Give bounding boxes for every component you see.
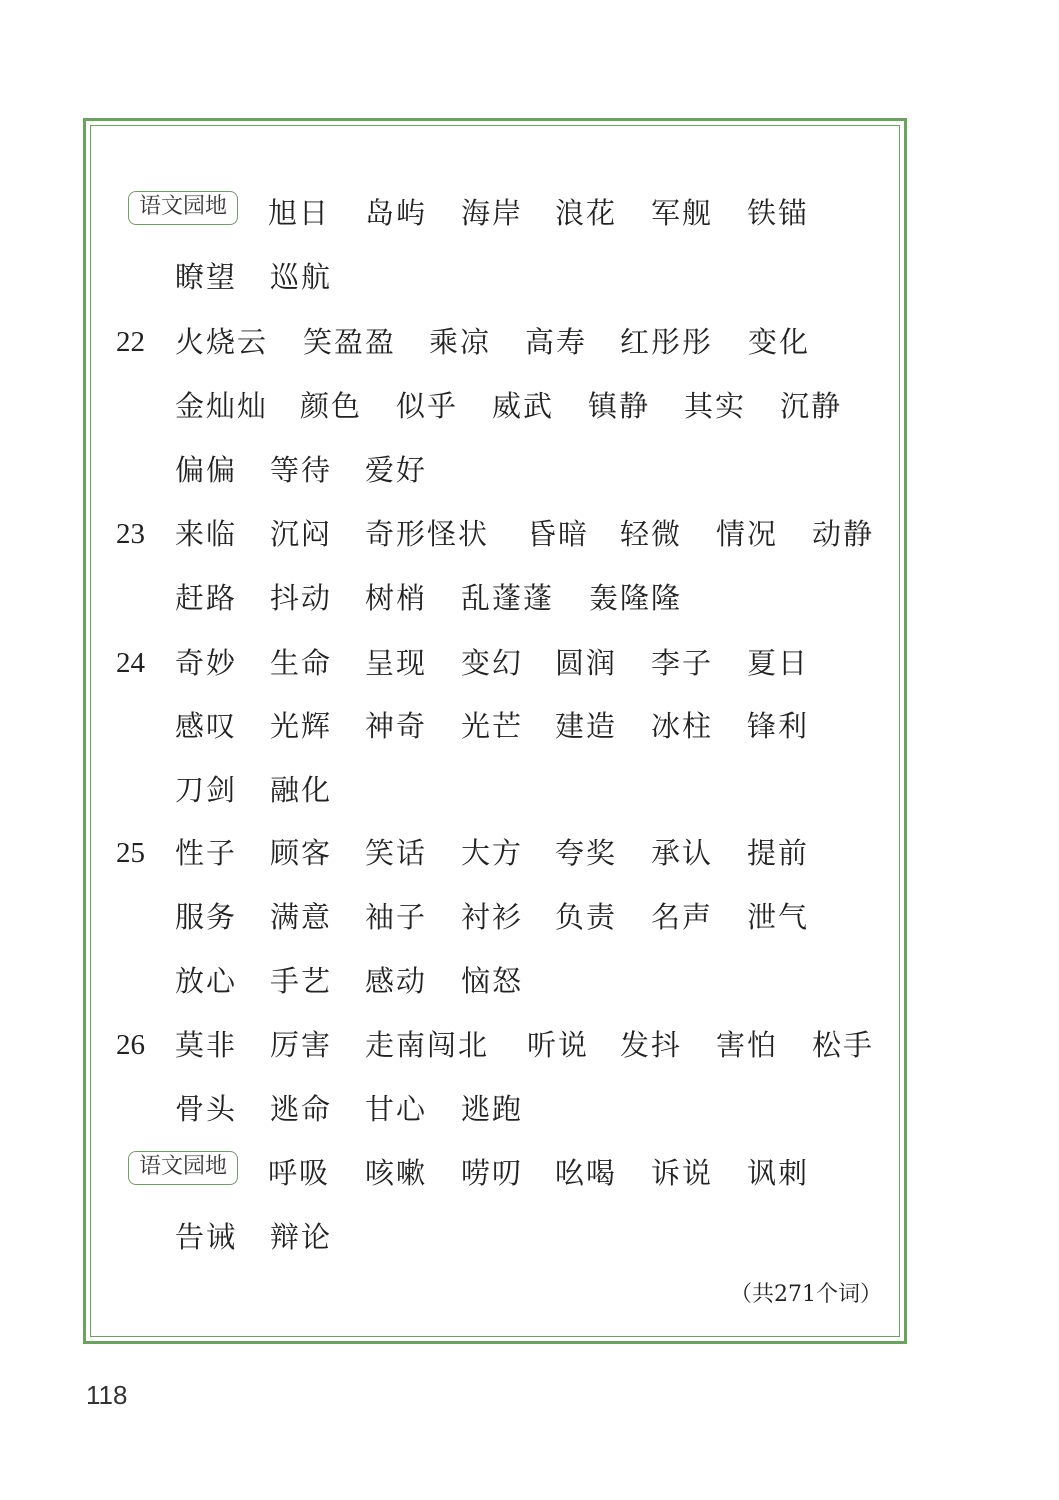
vocab-word: 树梢 xyxy=(365,581,428,615)
vocab-word: 性子 xyxy=(175,836,238,870)
vocab-word: 呼吸 xyxy=(268,1156,331,1190)
vocab-word: 光辉 xyxy=(270,709,333,743)
vocab-word: 爱好 xyxy=(365,453,428,487)
lesson-number: 24 xyxy=(116,647,145,679)
vocab-word: 诉说 xyxy=(651,1156,714,1190)
vocab-word: 动静 xyxy=(812,517,875,551)
vocab-word: 服务 xyxy=(175,900,238,934)
vocab-word: 奇妙 xyxy=(175,646,238,680)
vocab-word: 圆润 xyxy=(555,646,618,680)
vocab-word: 厉害 xyxy=(270,1028,333,1062)
vocab-word: 莫非 xyxy=(175,1028,238,1062)
vocab-word: 旭日 xyxy=(268,196,331,230)
vocab-word: 等待 xyxy=(270,453,333,487)
vocab-word: 刀剑 xyxy=(175,773,238,807)
vocab-word: 逃命 xyxy=(270,1092,333,1126)
vocab-word: 提前 xyxy=(747,836,810,870)
vocab-word: 轰隆隆 xyxy=(589,581,683,615)
vocab-word: 建造 xyxy=(555,709,618,743)
lesson-number: 26 xyxy=(116,1029,145,1061)
vocab-word: 顾客 xyxy=(270,836,333,870)
vocab-word: 逃跑 xyxy=(461,1092,524,1126)
vocab-word: 承认 xyxy=(651,836,714,870)
vocab-word: 轻微 xyxy=(620,517,683,551)
vocab-word: 松手 xyxy=(812,1028,875,1062)
vocab-word: 火烧云 xyxy=(175,325,269,359)
vocab-word: 金灿灿 xyxy=(175,389,269,423)
vocab-word: 李子 xyxy=(651,646,714,680)
vocab-word: 情况 xyxy=(716,517,779,551)
vocab-word: 军舰 xyxy=(651,196,714,230)
vocab-word: 甘心 xyxy=(365,1092,428,1126)
vocab-word: 融化 xyxy=(270,773,333,807)
vocab-word: 乱蓬蓬 xyxy=(461,581,555,615)
vocab-word: 冰柱 xyxy=(651,709,714,743)
vocab-word: 夏日 xyxy=(747,646,810,680)
vocab-word: 走南闯北 xyxy=(365,1028,490,1062)
vocab-word: 威武 xyxy=(492,389,555,423)
section-tag: 语文园地 xyxy=(128,191,238,225)
section-tag: 语文园地 xyxy=(128,1151,238,1185)
vocab-word: 夸奖 xyxy=(555,836,618,870)
vocab-word: 海岸 xyxy=(461,196,524,230)
vocab-word: 唠叨 xyxy=(461,1156,524,1190)
lesson-number: 23 xyxy=(116,518,145,550)
vocab-word: 沉闷 xyxy=(270,517,333,551)
vocab-word: 讽刺 xyxy=(747,1156,810,1190)
vocab-word: 辩论 xyxy=(270,1220,333,1254)
vocab-word: 负责 xyxy=(555,900,618,934)
vocab-word: 偏偏 xyxy=(175,453,238,487)
vocab-word: 吆喝 xyxy=(555,1156,618,1190)
vocab-word: 变幻 xyxy=(461,646,524,680)
vocab-word: 岛屿 xyxy=(365,196,428,230)
word-total: （共271个词） xyxy=(730,1282,882,1307)
vocab-word: 袖子 xyxy=(365,900,428,934)
vocab-word: 满意 xyxy=(270,900,333,934)
vocab-word: 恼怒 xyxy=(461,964,524,998)
lesson-number: 25 xyxy=(116,837,145,869)
vocab-word: 高寿 xyxy=(525,325,588,359)
vocab-word: 咳嗽 xyxy=(365,1156,428,1190)
vocab-word: 手艺 xyxy=(270,964,333,998)
vocab-word: 光芒 xyxy=(461,709,524,743)
vocab-word: 感叹 xyxy=(175,709,238,743)
vocab-word: 生命 xyxy=(270,646,333,680)
vocab-word: 泄气 xyxy=(747,900,810,934)
vocab-word: 骨头 xyxy=(175,1092,238,1126)
vocab-word: 沉静 xyxy=(780,389,843,423)
vocab-word: 赶路 xyxy=(175,581,238,615)
vocab-word: 似乎 xyxy=(396,389,459,423)
vocab-word: 感动 xyxy=(365,964,428,998)
vocab-word: 听说 xyxy=(527,1028,590,1062)
vocab-word: 乘凉 xyxy=(429,325,492,359)
vocab-word: 名声 xyxy=(651,900,714,934)
vocab-word: 呈现 xyxy=(365,646,428,680)
vocab-word: 镇静 xyxy=(588,389,651,423)
vocab-word: 笑话 xyxy=(365,836,428,870)
vocab-word: 浪花 xyxy=(555,196,618,230)
vocab-word: 变化 xyxy=(748,325,811,359)
page-number: 118 xyxy=(86,1380,128,1410)
vocab-word: 大方 xyxy=(461,836,524,870)
vocab-word: 发抖 xyxy=(620,1028,683,1062)
vocab-word: 来临 xyxy=(175,517,238,551)
vocab-word: 放心 xyxy=(175,964,238,998)
vocab-word: 抖动 xyxy=(270,581,333,615)
vocab-word: 昏暗 xyxy=(527,517,590,551)
vocab-word: 告诫 xyxy=(175,1220,238,1254)
lesson-number: 22 xyxy=(116,326,145,358)
vocab-word: 害怕 xyxy=(716,1028,779,1062)
vocab-word: 铁锚 xyxy=(747,196,810,230)
vocab-word: 瞭望 xyxy=(175,260,238,294)
vocab-word: 锋利 xyxy=(747,709,810,743)
vocab-word: 颜色 xyxy=(300,389,363,423)
vocab-word: 奇形怪状 xyxy=(365,517,490,551)
vocab-word: 衬衫 xyxy=(461,900,524,934)
vocab-word: 笑盈盈 xyxy=(303,325,397,359)
vocab-word: 其实 xyxy=(684,389,747,423)
vocab-word: 红彤彤 xyxy=(620,325,714,359)
vocab-word: 神奇 xyxy=(365,709,428,743)
vocab-word: 巡航 xyxy=(270,260,333,294)
